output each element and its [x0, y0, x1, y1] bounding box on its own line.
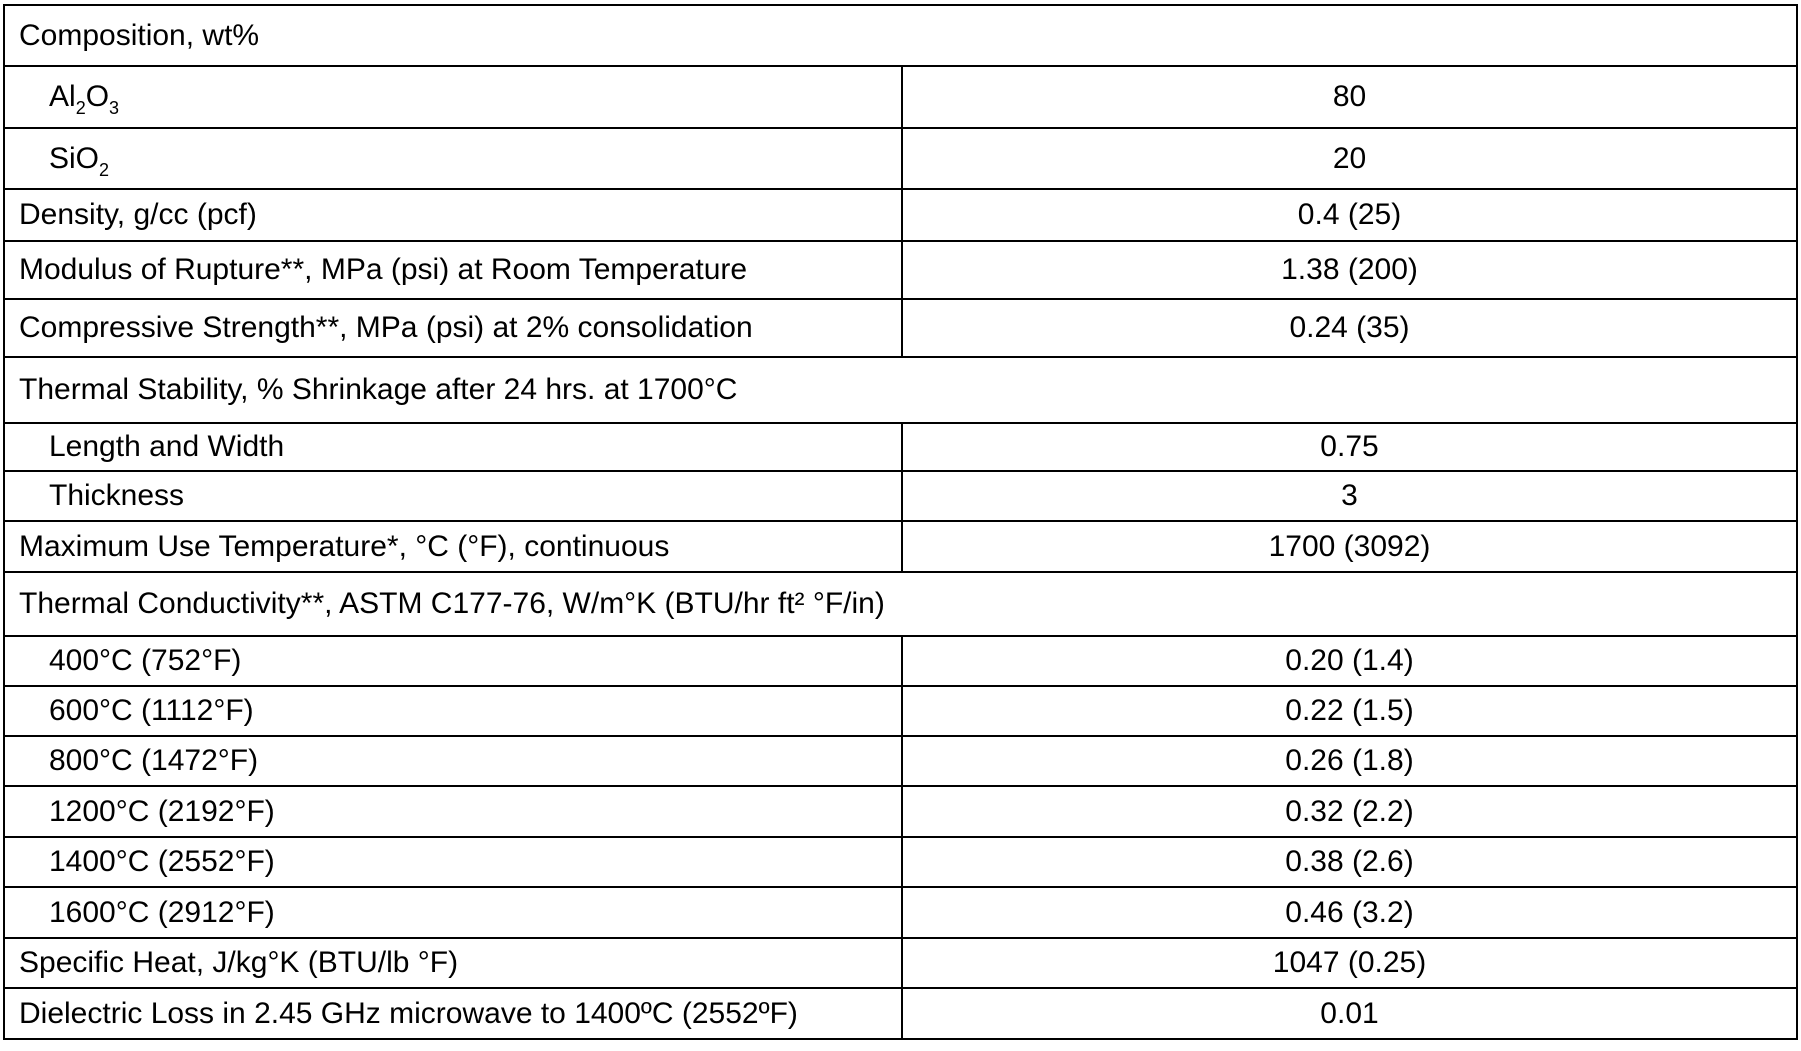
section-label: Thermal Stability, % Shrinkage after 24 hrs. at 1700°C: [4, 357, 1797, 423]
row-label: Thickness: [4, 471, 902, 521]
table-row: [4, 521, 1797, 572]
row-label: 1600°C (2912°F): [4, 887, 902, 938]
table-row: [4, 786, 1797, 837]
row-label: 1400°C (2552°F): [4, 837, 902, 887]
row-label: 1200°C (2192°F): [4, 786, 902, 837]
table-row: [4, 128, 1797, 189]
row-label: Modulus of Rupture**, MPa (psi) at Room Temperature: [4, 241, 902, 299]
table-row: [4, 471, 1797, 521]
row-value: 0.01: [902, 988, 1797, 1039]
row-value: 0.20 (1.4): [902, 636, 1797, 686]
formula-subscript: 2: [99, 159, 110, 180]
row-value: 0.32 (2.2): [902, 786, 1797, 837]
row-label: [4, 128, 902, 189]
table-row: [4, 189, 1797, 241]
table-row: [4, 736, 1797, 786]
row-value: 0.26 (1.8): [902, 736, 1797, 786]
row-label: 600°C (1112°F): [4, 686, 902, 736]
row-label: Dielectric Loss in 2.45 GHz microwave to 1400ºC (2552ºF): [4, 988, 902, 1039]
table-row: [4, 686, 1797, 736]
row-value: 1.38 (200): [902, 241, 1797, 299]
formula-part: O: [85, 80, 110, 113]
formula-part: Al: [49, 80, 76, 113]
row-value: 0.46 (3.2): [902, 887, 1797, 938]
row-value: 0.38 (2.6): [902, 837, 1797, 887]
row-value: 3: [902, 471, 1797, 521]
table-row: [4, 241, 1797, 299]
section-label: Composition, wt%: [4, 5, 1797, 66]
row-label: Length and Width: [4, 423, 902, 471]
row-value: 0.22 (1.5): [902, 686, 1797, 736]
row-value: 1700 (3092): [902, 521, 1797, 572]
section-row: [4, 5, 1797, 66]
formula-subscript: 2: [75, 98, 86, 118]
table-row: [4, 299, 1797, 357]
table-row: [4, 636, 1797, 686]
row-label: 800°C (1472°F): [4, 736, 902, 786]
row-label: Density, g/cc (pcf): [4, 189, 902, 241]
row-label: 400°C (752°F): [4, 636, 902, 686]
properties-table: [3, 4, 1798, 1040]
formula-part: SiO: [49, 141, 100, 175]
row-value: 1047 (0.25): [902, 938, 1797, 988]
row-label: Maximum Use Temperature*, °C (°F), continuous: [4, 521, 902, 572]
row-value: 0.24 (35): [902, 299, 1797, 357]
section-label: Thermal Conductivity**, ASTM C177-76, W/m°K (BTU/hr ft² °F/in): [4, 572, 1797, 636]
row-label: Specific Heat, J/kg°K (BTU/lb °F): [4, 938, 902, 988]
table-row: [4, 66, 1797, 128]
row-value: 0.75: [902, 423, 1797, 471]
table-row: [4, 837, 1797, 887]
row-value: 0.4 (25): [902, 189, 1797, 241]
row-label: [4, 66, 902, 128]
row-label: Compressive Strength**, MPa (psi) at 2% consolidation: [4, 299, 902, 357]
formula-subscript: 3: [109, 98, 120, 118]
row-value: 80: [902, 66, 1797, 128]
table-row: [4, 938, 1797, 988]
table-row: [4, 423, 1797, 471]
row-value: 20: [902, 128, 1797, 189]
table-row: [4, 887, 1797, 938]
section-row: [4, 572, 1797, 636]
section-row: [4, 357, 1797, 423]
table-row: [4, 988, 1797, 1039]
